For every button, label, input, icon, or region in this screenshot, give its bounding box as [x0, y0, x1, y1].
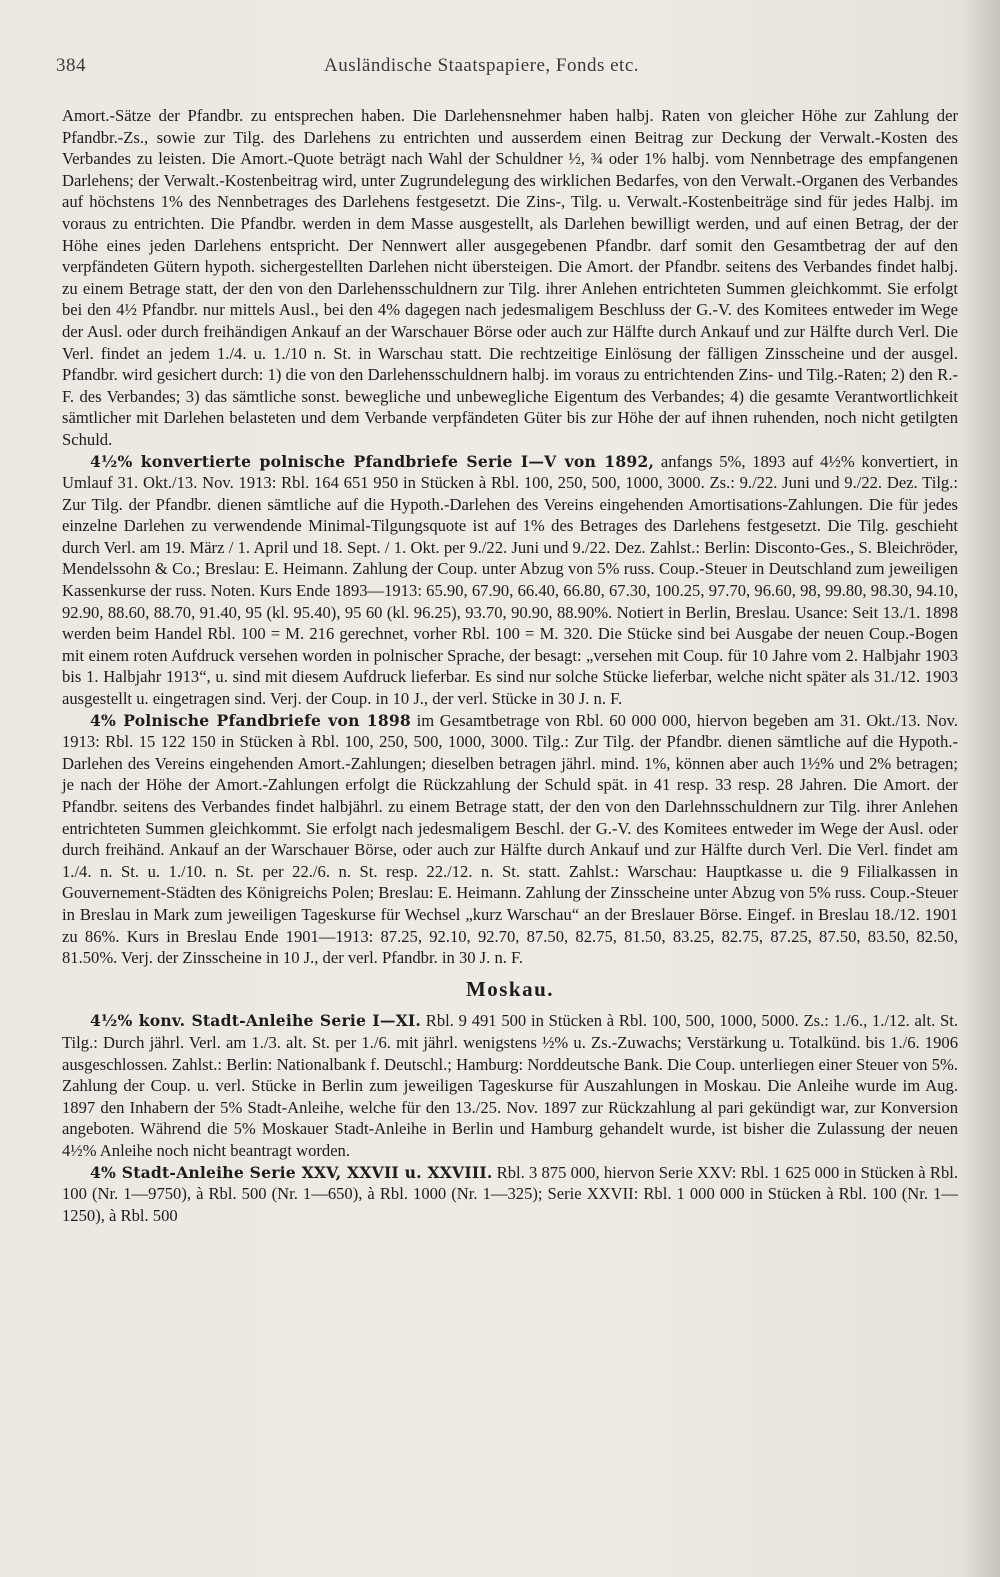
paragraph-pfandbrief-terms: Amort.-Sätze der Pfandbr. zu entsprechen haben. Die Darlehensnehmer haben halbj. Raten von gleicher Höhe zur Zahlung der Pfandbr.-Zs., sowie zur Tilg. des Darlehens zu entrichten und ausserdem einen Beitrag zur Deckung der Verwalt.-Kosten des Verbandes zu leisten. Die Amort.-Quote beträgt nach Wahl der Schuldner ½, ¾ oder 1% halbj. vom Nennbetrage des empfangenen Darlehens; der Verwalt.-Kostenbeitrag wird, unter Zugrundelegung des wirklichen Bedarfes, von den Verwalt.-Organen des Verbandes auf höchstens 1% des Nennbetrages des Darlehens festgesetzt. Die Zins-, Tilg. u. Verwalt.-Kostenbeiträge sind für jedes Halbj. im voraus zu entrichten. Die Pfandbr. werden in dem Masse ausgestellt, als Darlehen bewilligt werden, und auf einen Betrag, der der Höhe eines jeden Darlehens entspricht. Der Nennwert aller ausgegebenen Pfandbr. darf somit den Gesamtbetrag der auf den verpfändeten Gütern hypoth. sichergestellten Darlehen nicht übersteigen. Die Amort. der Pfandbr. seitens des Verbandes findet halbj. zu einem Betrage statt, der den von den Darlehensschuldnern zur Tilg. ihrer Anlehen entrichteten Summen gleichkommt. Sie erfolgt bei den 4½ Pfandbr. nur mittels Ausl., bei den 4% dagegen nach jedesmaligem Beschluss der G.-V. des Komitees entweder im Wege der Ausl. oder durch freihändigen Ankauf an der Warschauer Börse oder auch zur Hälfte durch Ankauf und zur Hälfte durch Verl. Die Verl. findet an jedem 1./4. u. 1./10 n. St. in Warschau statt. Die rechtzeitige Einlösung der fälligen Zinsscheine und der ausgel. Pfandbr. wird gesichert durch: 1) die von den Darlehensschuldnern halbj. im voraus zu entrichtenden Zins- und Tilg.-Raten; 2) den R.-F. des Verbandes; 3) das sämtliche sonst. bewegliche und unbewegliche Eigentum des Verbandes; 4) die gesamte Verantwortlichkeit sämtlicher mit Darlehen belasteten und dem Verbande verpfändeten Güter bis zur Höhe der auf ihnen ruhenden, noch nicht getilgten Schuld.: [62, 106, 958, 449]
body-text: [62, 105, 958, 1226]
entry-text: Rbl. 9 491 500 in Stücken à Rbl. 100, 500, 1000, 5000. Zs.: 1./6., 1./12. alt. St. Tilg.: Durch jährl. Verl. am 1./3. alt. St. per 1./6. mit jährl. wenigstens ½% u. Zs.-Zuwachs; Verstärkung u. Totalkünd. bis 1./6. 1906 ausgeschlossen. Zahlst.: Berlin: Nationalbank f. Deutschl.; Hamburg: Norddeutsche Bank. Die Coup. unterliegen einer Steuer von 5%. Zahlung der Coup. u. verl. Stücke in Berlin zum jeweiligen Tageskurse für Auszahlungen in Moskau. Die Anleihe wurde im Aug. 1897 den Inhabern der 5% Stadt-Anleihe, welche für den 13./25. Nov. 1897 zur Rückzahlung al pari gekündigt war, zur Konversion angeboten. Während die 5% Moskauer Stadt-Anleihe in Berlin und Hamburg gehandelt wurde, ist bisher die Zulassung der neuen 4½% Anleihe noch nicht beantragt worden.: [62, 1011, 958, 1160]
paragraph-moscow-city-loan-i-xi: [62, 1010, 958, 1161]
entry-text: anfangs 5%, 1893 auf 4½% konvertiert, in Umlauf 31. Okt./13. Nov. 1913: Rbl. 164 651 950 in Stücken à Rbl. 100, 250, 500, 1000, 3000. Zs.: 9./22. Juni und 9./22. Dez. Tilg.: Zur Tilg. der Pfandbr. dienen sämtliche auf die Hypoth.-Darlehen des Vereins eingehenden Amortisations-Zahlungen. Die für jedes einzelne Darlehen zu verwendende Minimal-Tilgungsquote ist auf 1% des Betrages des Darlehens festgesetzt. Die Tilg. geschieht durch Verl. am 19. März / 1. April und 18. Sept. / 1. Okt. per 9./22. Juni und 9./22. Dez. Zahlst.: Berlin: Disconto-Ges., S. Bleichröder, Mendelssohn & Co.; Breslau: E. Heimann. Zahlung der Coup. unter Abzug von 5% russ. Coup.-Steuer in Deutschland zum jeweiligen Kassenkurse der russ. Noten. Kurs Ende 1893—1913: 65.90, 67.90, 66.40, 66.80, 67.30, 100.25, 97.70, 96.60, 98, 99.80, 98.30, 94.10, 92.90, 88.60, 88.70, 91.40, 95 (kl. 95.40), 95 60 (kl. 96.25), 93.70, 90.90, 88.90%. Notiert in Berlin, Breslau. Usance: Seit 13./1. 1898 werden beim Handel Rbl. 100 = M. 216 gerechnet, vorher Rbl. 100 = M. 320. Die Stücke sind bei Ausgabe der neuen Coup.-Bogen mit einem roten Aufdruck versehen worden in polnischer Sprache, der besagt: „versehen mit Coup. für 10 Jahre vom 2. Halbjahr 1903 bis 1. Halbjahr 1913“, u. sind mit diesem Aufdruck lieferbar. Es sind nur solche Stücke lieferbar, welche nicht später als 31./12. 1903 ausgestellt u. eingetragen sind. Verj. der Coup. in 10 J., der verl. Stücke in 30 J. n. F.: [62, 451, 958, 709]
page-number: 384: [56, 55, 86, 76]
entry-heading: 4½% konv. Stadt-Anleihe Serie I—XI.: [90, 1011, 422, 1031]
entry-heading: 4½% konvertierte polnische Pfandbriefe Serie I—V von 1892,: [90, 451, 655, 471]
running-header: [56, 55, 958, 85]
paragraph-polish-pfandbriefe-1898: [62, 710, 958, 969]
paragraph-moscow-city-loan-xxv: [62, 1162, 958, 1227]
section-title: Moskau.: [465, 976, 555, 1001]
entry-text: im Gesamtbetrage von Rbl. 60 000 000, hiervon begeben am 31. Okt./13. Nov. 1913: Rbl. 15 122 150 in Stücken à Rbl. 100, 250, 500, 1000, 3000. Tilg.: Zur Tilg. der Pfandbr. dienen sämtliche auf die Hypoth.-Darlehen des Vereins eingehenden Amort.-Zahlungen; dieselben betragen jährl. mind. 1%, können aber auch 1½% und 2% betragen; je nach der Höhe der Amort.-Zahlungen erfolgt die Rückzahlung der Schuld spät. in 41 resp. 33 resp. 28 Jahren. Die Amort. der Pfandbr. seitens des Verbandes findet halbjährl. zu einem Betrage statt, der den von den Darlehnsschuldnern zur Tilg. ihrer Anlehen entrichteten Summen gleichkommt. Sie erfolgt nach jedesmaligem Beschl. der G.-V. des Komitees entweder im Wege der Ausl. oder durch freihänd. Ankauf an der Warschauer Börse, oder auch zur Hälfte durch Ankauf und zur Hälfte durch Verl. Die Verl. findet am 1./4. n. St. u. 1./10. n. St. per 22./6. n. St. resp. 22./12. n. St. statt. Zahlst.: Warschau: Hauptkasse u. die 9 Filialkassen in Gouvernement-Städten des Königreichs Polen; Breslau: E. Heimann. Zahlung der Zinsscheine unter Abzug von 5% russ. Coup.-Steuer in Breslau in Mark zum jeweiligen Tageskurse für Wechsel „kurz Warschau“ an der Breslauer Börse. Eingef. in Breslau 18./12. 1901 zu 86%. Kurs in Breslau Ende 1901—1913: 87.25, 92.10, 92.70, 87.50, 82.75, 81.50, 83.25, 82.75, 87.25, 87.50, 83.50, 82.50, 81.50%. Verj. der Zinsscheine in 10 J., der verl. Pfandbr. in 30 J. n. F.: [62, 710, 958, 968]
entry-text: Rbl. 3 875 000, hiervon Serie XXV: Rbl. 1 625 000 in Stücken à Rbl. 100 (Nr. 1—9750), à Rbl. 500 (Nr. 1—650), à Rbl. 1000 (Nr. 1—325); Serie XXVII: Rbl. 1 000 000 in Stücken à Rbl. 100 (Nr. 1—1250), à Rbl. 500: [62, 1162, 958, 1225]
running-title: Ausländische Staatspapiere, Fonds etc.: [324, 55, 640, 76]
entry-heading: 4% Stadt-Anleihe Serie XXV, XXVII u. XXVIII.: [90, 1162, 493, 1182]
page-edge-shadow: [962, 0, 1000, 1577]
entry-heading: 4% Polnische Pfandbriefe von 1898: [90, 710, 411, 730]
paragraph-polish-pfandbriefe-1892: [62, 451, 958, 710]
